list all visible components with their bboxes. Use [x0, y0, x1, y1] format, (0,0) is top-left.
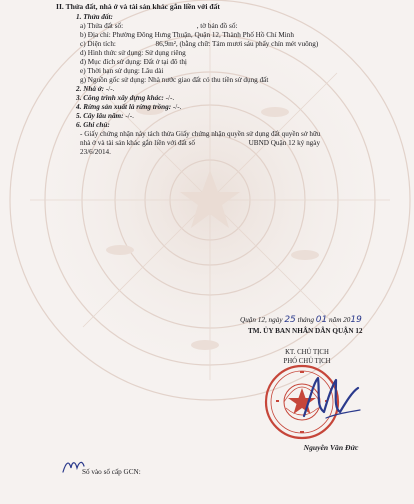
- notes-line-1: - Giấy chứng nhận này tách thửa Giấy chứng nhận quyền sử dụng đất quyền sở hữu: [80, 130, 321, 138]
- house-row: [76, 85, 114, 93]
- perennial-row: [76, 112, 134, 120]
- house-heading: 2. Nhà ở:: [76, 85, 105, 93]
- date-month-word: tháng: [297, 316, 314, 324]
- notes-line-2: [80, 139, 320, 147]
- land-parcel-number: [80, 22, 237, 30]
- kt-label: KT. CHỦ TỊCH: [285, 349, 329, 356]
- land-area: [80, 40, 318, 48]
- registry-number-label: Số vào sổ cấp GCN:: [82, 468, 141, 476]
- land-usage-purpose: đ) Mục đích sử dụng: Đất ở tại đô thị: [80, 58, 187, 66]
- date-month: 01: [315, 315, 328, 325]
- perennial-value: -/-.: [123, 112, 134, 120]
- land-parcel-label: a) Thửa đất số:: [80, 22, 124, 30]
- date-prefix: Quận 12, ngày: [240, 316, 283, 324]
- land-sheet-label: , tờ bản đồ số:: [196, 22, 238, 30]
- forest-row: [76, 103, 181, 111]
- land-area-label: c) Diện tích:: [80, 40, 116, 48]
- land-usage-form: d) Hình thức sử dụng: Sử dụng riêng: [80, 49, 186, 57]
- land-area-value: 86,9m², (bằng chữ: Tám mươi sáu phẩy chín mét vuông): [155, 40, 319, 48]
- forest-heading: 4. Rừng sản xuất là rừng trồng:: [76, 103, 172, 111]
- date-year-word: năm 20: [329, 316, 351, 324]
- construction-row: [76, 94, 174, 102]
- notes-heading: 6. Ghi chú:: [76, 121, 110, 129]
- land-heading: 1. Thửa đất:: [76, 13, 113, 21]
- signer-name: Nguyễn Văn Đức: [303, 443, 359, 452]
- perennial-heading: 5. Cây lâu năm:: [76, 112, 124, 120]
- construction-value: -/-.: [163, 94, 175, 102]
- house-value: -/-.: [104, 85, 115, 93]
- notes-line-3: 23/6/2014.: [80, 148, 111, 156]
- handwritten-signature-icon: [296, 368, 366, 428]
- date-year: 19: [350, 315, 362, 325]
- date-day: 25: [284, 315, 296, 325]
- section-title: II. Thửa đất, nhà ở và tài sản khác gắn liền với đất: [56, 2, 220, 11]
- issue-date: [240, 316, 362, 324]
- construction-heading: 3. Công trình xây dựng khác:: [76, 94, 164, 102]
- land-usage-term: e) Thời hạn sử dụng: Lâu dài: [80, 67, 164, 75]
- land-usage-origin: g) Nguồn gốc sử dụng: Nhà nước giao đất có thu tiền sử dụng đất: [80, 76, 269, 84]
- authority-name: TM. ỦY BAN NHÂN DÂN QUẬN 12: [248, 327, 363, 335]
- forest-value: -/-.: [171, 103, 182, 111]
- land-address: b) Địa chỉ: Phường Đông Hưng Thuận, Quận 12, Thành Phố Hồ Chí Minh: [80, 31, 294, 39]
- notes-line-2a: nhà ở và tài sản khác gắn liền với đất số: [80, 139, 195, 147]
- position-label: PHÓ CHỦ TỊCH: [283, 358, 331, 365]
- notes-line-2b: UBND Quận 12 ký ngày: [248, 139, 321, 147]
